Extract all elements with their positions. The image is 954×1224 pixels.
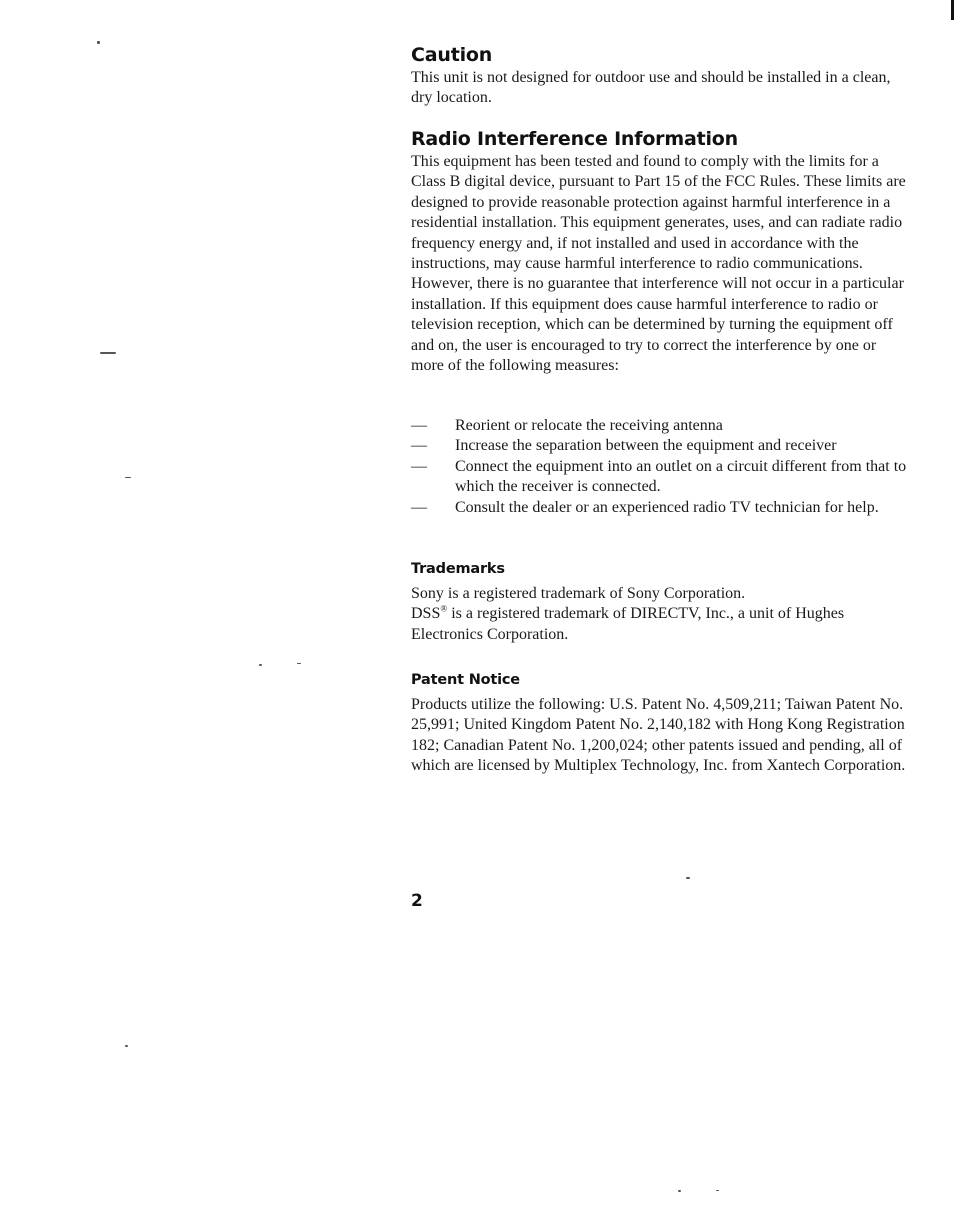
trademarks-text: [411, 584, 911, 645]
list-item: [411, 436, 911, 456]
list-item-text: Increase the separation between the equipment and receiver: [455, 437, 837, 455]
trademark-dss-name: DSS: [411, 605, 441, 623]
list-dash: —: [411, 498, 427, 516]
scan-speck: [678, 1190, 681, 1192]
caution-heading: Caution: [411, 44, 493, 66]
list-dash: —: [411, 437, 427, 455]
patent-notice-text: Products utilize the following: U.S. Patent No. 4,509,211; Taiwan Patent No. 25,991; United Kingdom Patent No. 2,140,182 with Hong Kong Registration 182; Canadian Patent No. 1,200,024; other patents issued and pending, all of which are licensed by Multiplex Technology, Inc. from Xantech Corporation.: [411, 696, 906, 775]
scan-speck: [100, 352, 116, 354]
trademarks-heading: Trademarks: [411, 561, 505, 577]
scan-speck: [686, 877, 690, 879]
measures-list: [411, 416, 911, 518]
list-item: [411, 457, 911, 498]
list-item-text: Reorient or relocate the receiving antenna: [455, 417, 723, 434]
scan-speck: [125, 477, 131, 478]
list-item-text: Connect the equipment into an outlet on a circuit different from that to which the receiver is connected.: [455, 457, 907, 496]
trademark-dss-line: is a registered trademark of DIRECTV, Inc., a unit of Hughes Electronics Corporation.: [411, 605, 845, 643]
scan-speck: [97, 41, 100, 44]
list-dash: —: [411, 457, 427, 475]
caution-text: This unit is not designed for outdoor use and should be installed in a clean, dry location.: [411, 69, 891, 107]
radio-interference-heading: Radio Interference Information: [411, 128, 738, 150]
radio-interference-text: This equipment has been tested and found to comply with the limits for a Class B digital device, pursuant to Part 15 of the FCC Rules. These limits are designed to provide reasonable protection against harmful interference in a residential installation. This equipment generates, uses, and can radiate radio frequency energy and, if not installed and used in accordance with the instructions, may cause harmful interference to radio communications. However, there is no guarantee that interference will not occur in a particular installation. If this equipment does cause harmful interference to radio or television reception, which can be determined by turning the equipment off and on, the user is encouraged to try to correct the interference by one or more of the following measures:: [411, 153, 906, 375]
list-item: [411, 416, 911, 436]
scan-speck: [297, 663, 301, 664]
scan-speck: [716, 1190, 719, 1191]
trademark-sony-line: Sony is a registered trademark of Sony Corporation.: [411, 585, 746, 602]
patent-notice-heading: Patent Notice: [411, 672, 520, 688]
list-dash: —: [411, 417, 427, 434]
scan-speck: [125, 1045, 128, 1047]
list-item-text: Consult the dealer or an experienced radio TV technician for help.: [455, 498, 879, 516]
page-number: 2: [411, 891, 423, 911]
registered-mark: ®: [440, 604, 448, 615]
list-item: [411, 498, 911, 518]
scan-speck: [259, 664, 262, 666]
